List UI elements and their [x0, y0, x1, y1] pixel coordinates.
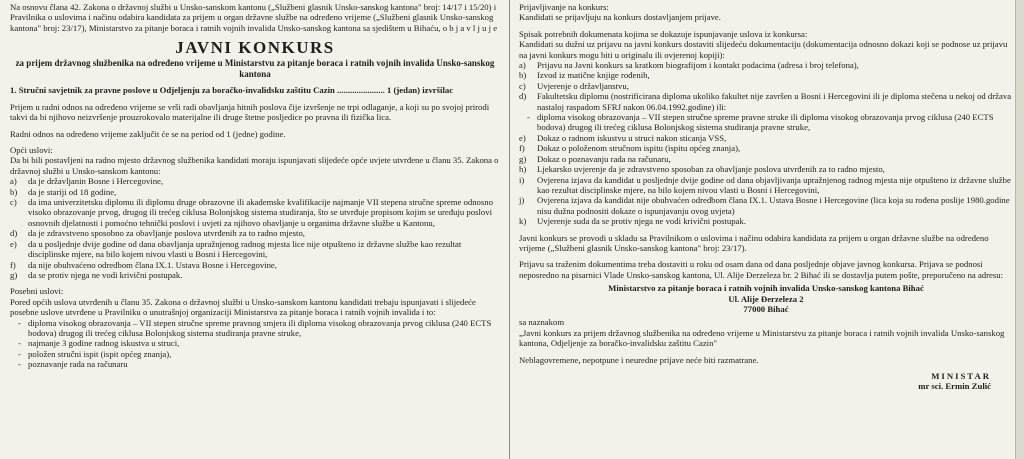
list-item: c) Uvjerenje o državljanstvu,: [519, 80, 629, 91]
list-item: e) Dokaz o radnom iskustvu u struci nakon sticanja VSS,: [519, 132, 727, 143]
general-conditions-heading: Opći uslovi:: [10, 145, 53, 156]
list-item: g) da se protiv njega ne vodi krivični postupak.: [10, 269, 183, 280]
list-item: b) da je stariji od 18 godine,: [10, 186, 117, 197]
list-item: e) da u posljednje dvije godine od dana obavljanja upražnjenog radnog mjesta lice nije otpušteno iz državne službe kao rezultat disciplinske mjere, na bilo kojem nivou vlasti u Bosni i Hercegovini,: [10, 238, 462, 260]
documents-intro: Kandidati su dužni uz prijavu na javni konkurs dostaviti slijedeću dokumentaciju (dokumentacija odnosno dokazi koji se podnose uz prijavu na javni konkurs mogu biti u originalu ili ovjerenoj kopiji):: [519, 39, 1008, 60]
list-item: - diploma visokog obrazovanja – VII stepen stručne spreme pravnog smjera ili diploma visokog obrazovanja prvog ciklusa (240 ECTS bodova) drugog ili trećeg ciklusa Bolonjskog sistema studiranja pravne struke,: [18, 317, 492, 338]
list-item: - poznavanje rada na računaru: [18, 359, 128, 370]
closing-paragraph: Neblagovremene, nepotpune i neuredne prijave neće biti razmatrane.: [519, 354, 759, 365]
list-item: - najmanje 3 godine radnog iskustva u struci,: [18, 338, 180, 349]
right-column: [519, 2, 1013, 457]
signature-name: mr sci. Ermin Zulić: [918, 381, 991, 392]
list-item: f) da nije obuhvaćeno odredbom člana IX.1. Ustava Bosne i Hercegovine,: [10, 259, 277, 270]
note-text: „Javni konkurs za prijem državnog službenika na određeno vrijeme u Ministarstvu za pitanje boraca i ratnih vojnih invalida Unsko-sanskog kantona, Odjeljenje za boračko-invalidsku zaštitu Cazin": [519, 327, 1005, 349]
duration-paragraph: Radni odnos na određeno vrijeme zaključit će se na period od 1 (jedne) godine.: [10, 128, 286, 139]
special-conditions-heading: Posebni uslovi:: [10, 286, 64, 297]
general-conditions-list: [10, 176, 500, 280]
signature-title: MINISTAR: [931, 371, 991, 381]
list-item: - položen stručni ispit (ispit općeg znanja),: [18, 348, 172, 359]
procedure-paragraph: Javni konkurs se provodi u skladu sa Pravilnikom o uslovima i načinu odabira kandidata za prijem u organ državne službe na određeno vrijeme („Službeni glasnik Unsko-sanskog kantona" broj: 23/17).: [519, 232, 989, 253]
submission-paragraph: Prijavu sa traženim dokumentima treba dostaviti u roku od osam dana od dana posljednje objave javnog konkursa. Prijava se podnosi neposredno na pisarnici Vlade Unsko-sanskog kantona, Ul. Alije Đerzeleza br. 2 Bihać ili se dostavlja putem pošte, preporučeno na adresu:: [519, 259, 1004, 280]
list-item: k) Uvjerenje suda da se protiv njega ne vodi krivični postupak.: [519, 216, 746, 227]
left-column: [10, 2, 500, 457]
list-item: d) da je zdravstveno sposobno za obavljanje poslova utvrđenih za to radno mjesto,: [10, 228, 305, 239]
application-heading: Prijavljivanje na konkurs:: [519, 2, 609, 12]
column-divider: [509, 0, 510, 459]
note-label: sa naznakom: [519, 317, 565, 328]
list-item: f) Dokaz o položenom stručnom ispitu (ispitu općeg znanja),: [519, 143, 741, 154]
intro-paragraph: Na osnovu člana 42. Zakona o državnoj službi u Unsko-sanskom kantonu („Službeni glasnik Unsko-sanskog kantona" broj: 14/17 i 15/20) i Pravilnika o uslovima i načinu odabira kandidata za prijem u organ državne službe na određeno vrijeme („Službeni glasnik Unsko-sanskog kantona" broj: 23/17), Ministarstvo za pitanje boraca i ratnih vojnih invalida Unsko-sanskog kantona sa sjedištem u Bihaću, o b j a v l j u j e: [10, 2, 498, 33]
general-conditions-intro: Da bi bili postavljeni na radno mjesto državnog službenika kandidati moraju ispunjavati slijedeće opće uvjete utvrđene u članu 35. Zakona o državnoj službi u Unsko-sanskom kantonu:: [10, 155, 499, 176]
documents-list: [519, 60, 1013, 227]
position-line: 1. Stručni savjetnik za pravne poslove u Odjeljenju za boračko-invalidsku zaštitu Cazin ...................... 1 (jedan) izvršilac: [10, 85, 454, 96]
list-item: - diploma visokog obrazovanja – VII stepen stručne spreme pravne struke ili diploma visokog obrazovanja prvog ciklusa (240 ECTS bodova) drugog ili trećeg ciklusa Bolonjskog sistema studiranja pravne struke,: [527, 112, 994, 133]
special-conditions-list: [10, 318, 500, 370]
list-item: d) Fakultetsku diplomu (nostrificirana diploma ukoliko fakultet nije završen u Bosni i Hercegovini ili je diploma stečena u nekoj od država nastaloj raspadom SFRJ nakon 06.04.1992.godine) ili:: [519, 91, 1012, 112]
application-text: Kandidati se prijavljuju na konkurs dostavljanjem prijave.: [519, 12, 721, 23]
address-block: [519, 283, 1013, 314]
special-conditions-intro: Pored općih uslova utvrđenih u članu 35. Zakona o državnoj službi u Unsko-sanskom kantonu kandidati trebaju ispunjavati i slijedeće posebne uslove utvrđene u Pravilniku o unutrašnjoj organizaciji Ministarstva za pitanje boraca i ratnih vojnih invalida i to:: [10, 296, 476, 318]
address-line: 77000 Bihać: [743, 303, 789, 314]
document-title: JAVNI KONKURS: [175, 38, 335, 58]
list-item: i) Ovjerena izjava da kandidat u posljednje dvije godine od dana objavljivanja upražnjenog radnog mjesta nije otpušteno iz državne službe kao rezultat disciplinske mjere, na bilo kojem nivou vlasti u Bosni i Hercegovini,: [519, 174, 1011, 195]
list-item: h) Ljekarsko uvjerenje da je zdravstveno sposoban za obavljanje poslova utvrđenih za to radno mjesto,: [519, 164, 885, 175]
page-edge-strip: [1015, 0, 1024, 459]
address-line: Ul. Alije Đerzeleza 2: [728, 293, 804, 304]
list-item: j) Ovjerena izjava da kandidat nije obuhvaćen odredbom člana IX.1. Ustava Bosne i Hercegovine (lica koja su rođena poslije 1980.godine nisu dužna podnositi dokaze o ispunjavanju ovog uvjeta): [519, 195, 1010, 216]
document-subtitle: za prijem državnog službenika na određeno vrijeme u Ministarstvu za pitanje boraca i ratnih vojnih invalida Unsko-sanskog kantona: [15, 58, 495, 79]
list-item: a) da je državljanin Bosne i Hercegovine,: [10, 176, 164, 187]
list-item: g) Dokaz o poznavanju rada na računaru,: [519, 153, 671, 164]
list-item: a) Prijavu na Javni konkurs sa kratkom biografijom i kontakt podacima (adresa i broj telefona),: [519, 60, 859, 71]
documents-heading: Spisak potrebnih dokumenata kojima se dokazuje ispunjavanje uslova iz konkursa:: [519, 28, 808, 39]
address-line: Ministarstvo za pitanje boraca i ratnih vojnih invalida Unsko-sanskog kantona Bihać: [608, 283, 924, 294]
list-item: c) da ima univerzitetsku diplomu ili diplomu druge obrazovne ili akademske kvalifikacije najmanje VII stepena stručne spreme odnosno visoko obrazovanje prvog, drugog ili trećeg ciklusa Bolonjskog sistema studiranja, što se utvrđuje propisom kojim se uređuju poslovi osnovnih djelatnosti i pomoćno tehnički poslovi i uvjeti za njihovo obavljanje u organima državne službe u Kantonu,: [10, 197, 493, 228]
list-item: b) Izvod iz matične knjige rođenih,: [519, 70, 650, 81]
urgency-paragraph: Prijem u radni odnos na određeno vrijeme se vrši radi obavljanja hitnih poslova čije izvršenje ne trpi odlaganje, a koji su po svojoj prirodi takvi da bi njihovo neizvršenje prouzrokovalo materijalne ili druge štetne posljedice po pravna ili fizička lica.: [10, 101, 490, 123]
